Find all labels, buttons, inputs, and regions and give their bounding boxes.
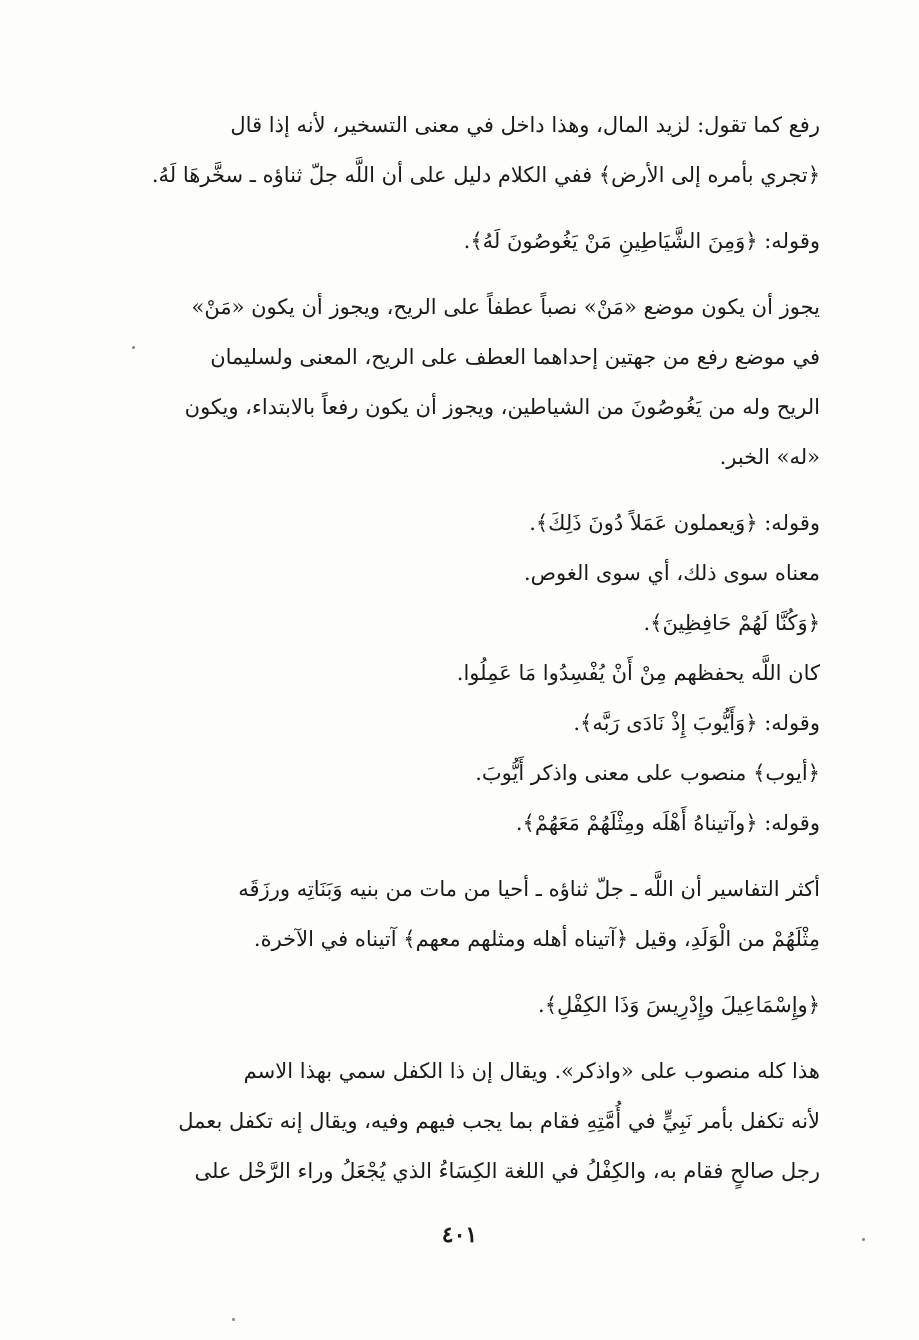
text-line: هذا كله منصوب على «واذكر». ويقال إن ذا الكفل سمي بهذا الاسم [243,1059,820,1083]
paragraph-3 [138,282,820,482]
paragraph-1 [138,100,820,200]
text-line: ﴿وإِسْمَاعِيلَ وإِدْرِيسَ وَذَا الكِفْلِ﴾. [538,993,820,1017]
text-line: كان اللَّه يحفظهم مِنْ أَنْ يُفْسِدُوا مَا عَمِلُوا. [456,661,820,685]
text-line: مِثْلَهُمْ من الْوَلَدِ، وقيل ﴿آتيناه أهله ومثلهم معهم﴾ آتيناه في الآخرة. [253,927,820,951]
paragraph-5 [138,864,820,964]
text-line: ﴿أيوب﴾ منصوب على معنى واذكر أَيُّوبَ. [475,761,820,785]
text-line: ﴿وَكُنَّا لَهُمْ حَافِظِينَ﴾. [643,611,820,635]
page-number: ٤٠١ [441,1222,478,1248]
scan-speck [132,346,135,349]
paragraph-2 [138,216,820,266]
text-line: «له» الخبر. [719,445,820,469]
text-line: وقوله: ﴿وآتيناهُ أَهْلَه ومِثْلَهُمْ مَعَهُمْ﴾. [515,811,820,835]
paragraph-7 [138,1046,820,1196]
body-text [138,100,820,1196]
scan-speck [862,1238,865,1241]
text-line: وقوله: ﴿وَمِنَ الشَّيَاطِينِ مَنْ يَغُوصُونَ لَهُ﴾. [463,229,820,253]
text-line: معناه سوى ذلك، أي سوى الغوص. [523,561,820,585]
text-line: رفع كما تقول: لزيد المال، وهذا داخل في معنى التسخير، لأنه إذا قال [230,113,820,137]
text-line: وقوله: ﴿وَأَيُّوبَ إِذْ نَادَى رَبَّه﴾. [573,711,820,735]
text-line: ﴿تجري بأمره إلى الأرض﴾ ففي الكلام دليل على أن اللَّه جلّ ثناؤه ـ سخَّرهَا لَهُ. [151,163,820,187]
text-line: رجل صالحٍ فقام به، والكِفْلُ في اللغة الكِسَاءُ الذي يُجْعَلُ وراء الرَّحْل على [194,1159,820,1183]
text-line: وقوله: ﴿وَيعملون عَمَلاً دُونَ ذَلِكَ﴾. [529,511,820,535]
paragraph-6 [138,980,820,1030]
text-line: لأنه تكفل بأمر نَبِيٍّ في أُمَّتِهِ فقام بما يجب فيهم وفيه، ويقال إنه تكفل بعمل [178,1109,820,1133]
text-line: أكثر التفاسير أن اللَّه ـ جلّ ثناؤه ـ أحيا من مات من بنيه وَبَنَاتِه ورزَقَه [238,877,820,901]
text-line: الريح وله من يَغُوصُونَ من الشياطين، ويجوز أن يكون رفعاً بالابتداء، ويكون [184,395,820,419]
paragraph-4 [138,498,820,848]
text-line: في موضع رفع من جهتين إحداهما العطف على الريح، المعنى ولسليمان [210,345,820,369]
text-line: يجوز أن يكون موضع «مَنْ» نصباً عطفاً على الريح، ويجوز أن يكون «مَنْ» [191,295,820,319]
scan-speck [232,1318,235,1321]
